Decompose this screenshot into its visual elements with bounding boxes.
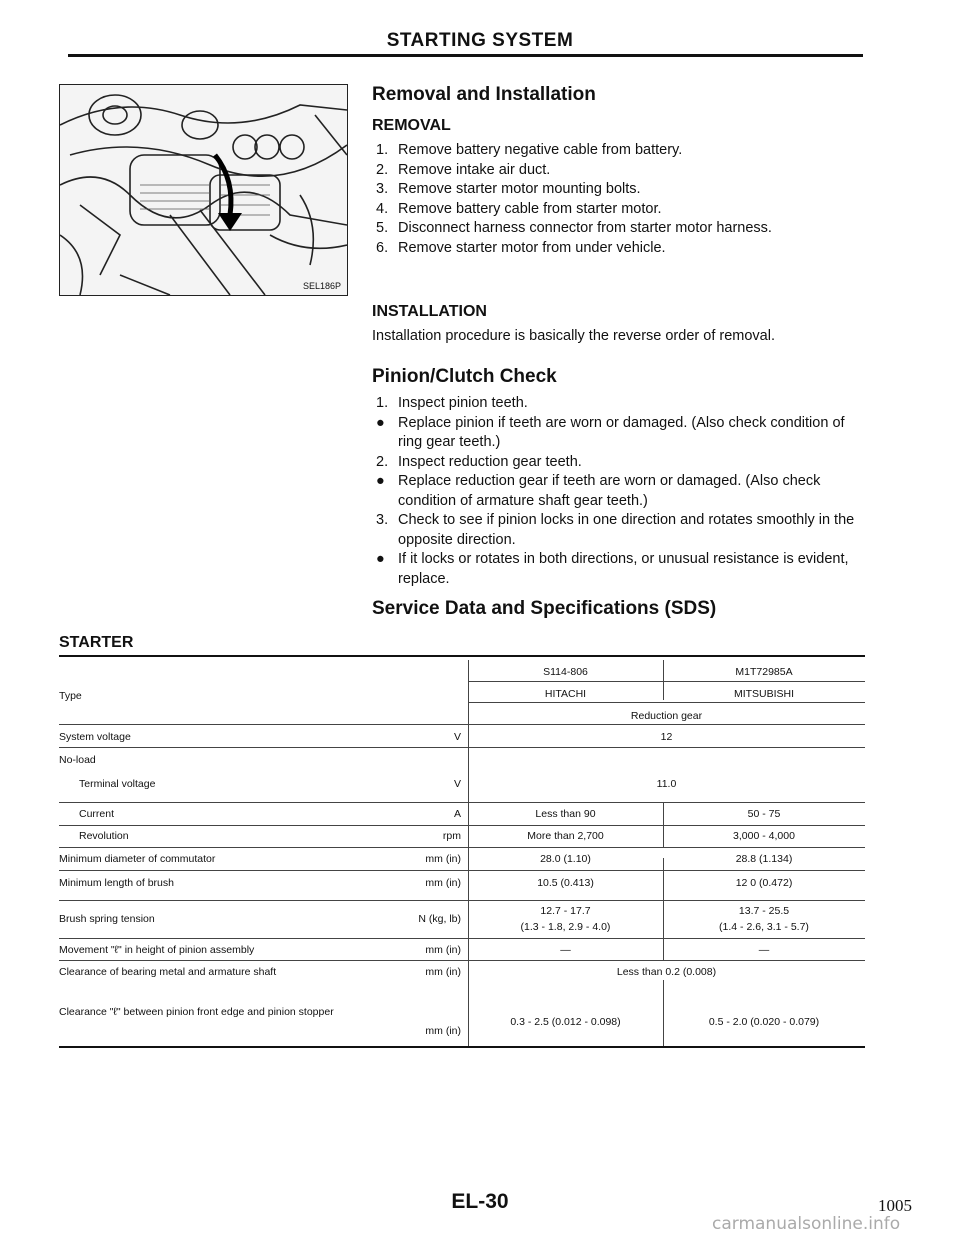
- figure-label: SEL186P: [302, 281, 341, 291]
- clearance-pinion-value-2: 0.5 - 2.0 (0.020 - 0.079): [708, 1016, 820, 1028]
- pinion-check-steps: [374, 394, 862, 589]
- current-value-1: Less than 90: [535, 808, 596, 820]
- unit-commutator: mm (in): [425, 853, 461, 865]
- model-2: M1T72985A: [735, 666, 793, 678]
- unit-system-voltage: V: [453, 731, 461, 743]
- list-item: ● Replace pinion if teeth are worn or damaged. (Also check condition of ring gear teeth.): [376, 414, 845, 450]
- row-label-brush-tension: Brush spring tension: [59, 913, 155, 925]
- terminal-voltage-value: 11.0: [656, 778, 677, 790]
- row-label-no-load: No-load: [59, 754, 96, 766]
- row-label-revolution: Revolution: [79, 830, 129, 842]
- clearance-pinion-value-1: 0.3 - 2.5 (0.012 - 0.098): [510, 1016, 621, 1028]
- title-rule: [68, 54, 863, 57]
- row-label-type: Type: [59, 690, 82, 702]
- unit-current: A: [453, 808, 461, 820]
- page-number: EL-30: [451, 1190, 509, 1213]
- list-item: 4. Remove battery cable from starter motor.: [376, 200, 662, 217]
- row-label-system-voltage: System voltage: [59, 731, 131, 743]
- list-item: 3. Check to see if pinion locks in one direction and rotates smoothly in the opposite direction.: [376, 512, 855, 548]
- brush-tension-value-1a: 12.7 - 17.7: [540, 905, 591, 917]
- list-item: 2. Inspect reduction gear teeth.: [376, 453, 582, 470]
- page-title: STARTING SYSTEM: [386, 30, 574, 51]
- commutator-value-1: 28.0 (1.10): [540, 853, 591, 865]
- sds-heading: Service Data and Specifications (SDS): [372, 598, 717, 619]
- watermark: carmanualsonline.info: [712, 1214, 901, 1234]
- section-rule: [59, 655, 865, 657]
- installation-text: Installation procedure is basically the reverse order of removal.: [372, 328, 775, 344]
- unit-clearance-bearing: mm (in): [425, 966, 461, 978]
- maker-2: MITSUBISHI: [733, 688, 795, 700]
- list-item: ● If it locks or rotates in both directions, or unusual resistance is evident, replace.: [376, 551, 849, 587]
- movement-value-2: —: [758, 944, 770, 956]
- type-value: Reduction gear: [630, 710, 703, 722]
- unit-movement: mm (in): [425, 944, 461, 956]
- list-item: 3. Remove starter motor mounting bolts.: [376, 181, 641, 197]
- row-label-terminal-voltage: Terminal voltage: [79, 778, 156, 790]
- installation-subheading: INSTALLATION: [372, 303, 487, 320]
- unit-brush-length: mm (in): [425, 877, 461, 889]
- starter-spec-table: [59, 660, 865, 1030]
- starter-motor-figure: [59, 84, 348, 296]
- row-label-movement: Movement "ℓ" in height of pinion assembly: [59, 944, 255, 956]
- current-value-2: 50 - 75: [747, 808, 781, 820]
- row-label-current: Current: [79, 808, 115, 820]
- row-label-brush-length: Minimum length of brush: [59, 877, 174, 889]
- maker-1: HITACHI: [544, 688, 587, 700]
- list-item: 2. Remove intake air duct.: [376, 161, 551, 178]
- model-1: S114-806: [543, 666, 588, 678]
- commutator-value-2: 28.8 (1.134): [735, 853, 793, 865]
- clearance-pinion-row: [59, 1002, 865, 1046]
- pinion-heading: Pinion/Clutch Check: [372, 366, 557, 387]
- list-item: 1. Remove battery negative cable from battery.: [376, 142, 683, 158]
- list-item: 6. Remove starter motor from under vehicle.: [376, 239, 666, 256]
- movement-value-1: —: [560, 944, 571, 956]
- list-item: 5. Disconnect harness connector from starter motor harness.: [376, 220, 772, 236]
- revolution-value-2: 3,000 - 4,000: [733, 830, 795, 842]
- brush-tension-value-2b: (1.4 - 2.6, 3.1 - 5.7): [719, 921, 809, 933]
- absolute-page-number: 1005: [878, 1196, 912, 1215]
- clearance-bearing-value: Less than 0.2 (0.008): [616, 966, 717, 978]
- removal-heading: Removal and Installation: [372, 84, 596, 105]
- list-item: ● Replace reduction gear if teeth are worn or damaged. (Also check condition of armature shaft gear teeth.): [376, 473, 821, 509]
- brush-tension-value-2a: 13.7 - 25.5: [738, 905, 790, 917]
- starter-motor-illustration-icon: [60, 85, 347, 295]
- row-label-clearance-pinion: Clearance "ℓ" between pinion front edge and pinion stopper: [59, 1006, 334, 1018]
- revolution-value-1: More than 2,700: [527, 830, 604, 842]
- brush-length-value-2: 12 0 (0.472): [735, 877, 793, 889]
- starter-heading: STARTER: [59, 634, 134, 651]
- removal-subheading: REMOVAL: [372, 117, 451, 134]
- unit-brush-tension: N (kg, lb): [418, 913, 461, 925]
- brush-length-value-1: 10.5 (0.413): [537, 877, 594, 889]
- list-item: 1. Inspect pinion teeth.: [376, 395, 528, 411]
- brush-tension-value-1b: (1.3 - 1.8, 2.9 - 4.0): [520, 921, 611, 933]
- unit-clearance-pinion: mm (in): [425, 1025, 461, 1037]
- system-voltage-value: 12: [660, 731, 673, 743]
- unit-terminal-voltage: V: [453, 778, 461, 790]
- unit-revolution: rpm: [442, 830, 461, 842]
- row-label-clearance-bearing: Clearance of bearing metal and armature shaft: [59, 966, 277, 978]
- row-label-commutator: Minimum diameter of commutator: [59, 853, 216, 865]
- removal-steps: [374, 141, 874, 258]
